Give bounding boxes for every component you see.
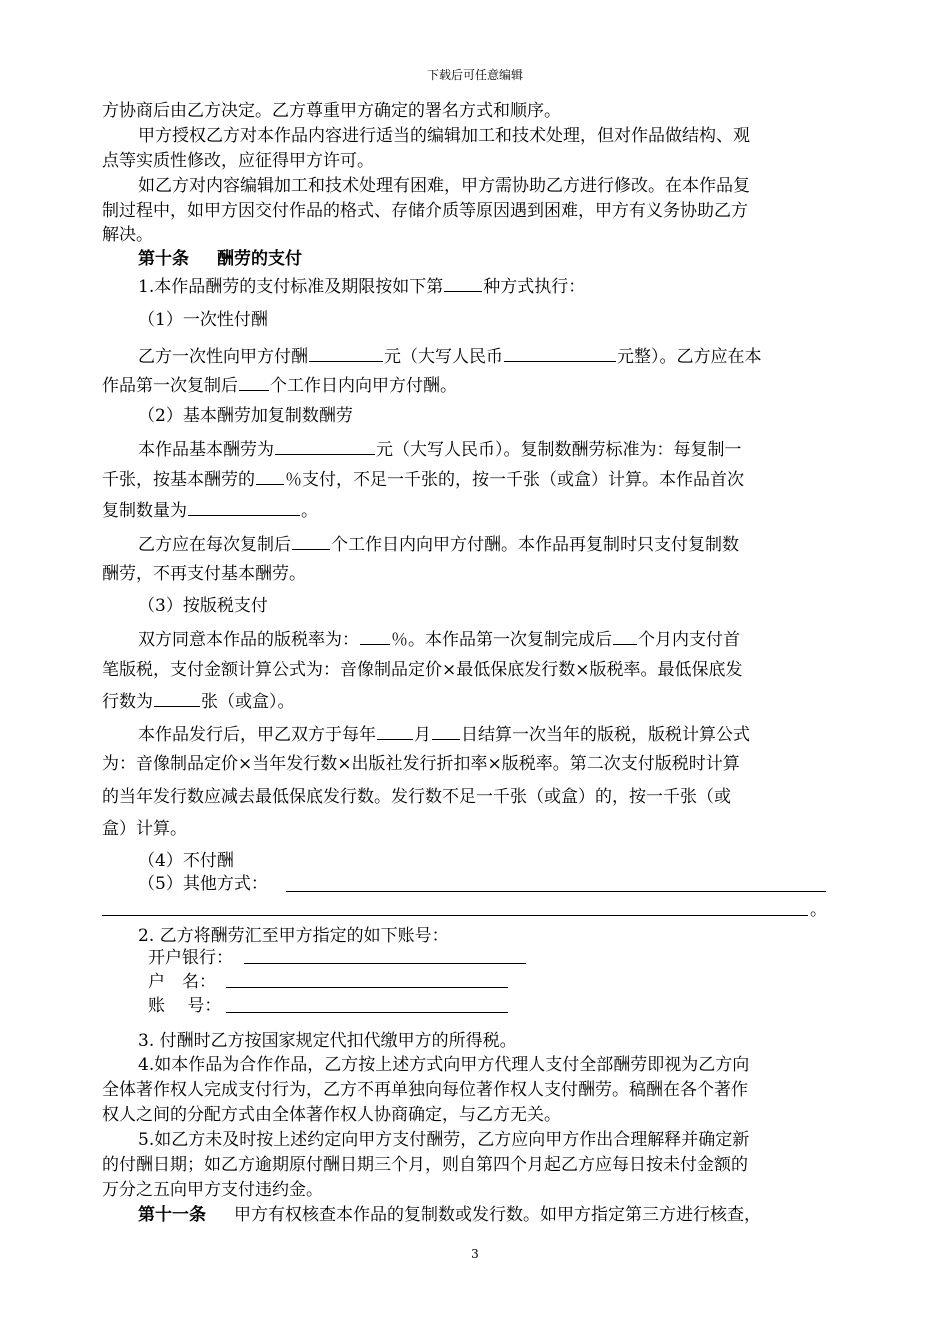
- method-4-title: （4）不付酬: [138, 851, 234, 871]
- clause-text: 1.本作品酬劳的支付标准及期限按如下第: [138, 277, 444, 297]
- paragraph-line: 解决。: [102, 225, 153, 245]
- method-2-line: [102, 498, 318, 522]
- article-title: 酬劳的支付: [217, 249, 302, 269]
- blank-field: [292, 532, 330, 550]
- blank-field: [256, 467, 284, 485]
- paragraph-line: 甲方授权乙方对本作品内容进行适当的编辑加工和技术处理，但对作品做结构、观: [138, 126, 750, 146]
- account-number-field: [226, 1012, 508, 1013]
- clause-2-title: 2. 乙方将酬劳汇至甲方指定的如下账号：: [138, 926, 449, 946]
- blank-field: [613, 627, 637, 645]
- account-number-label: 账 号：: [148, 996, 222, 1016]
- account-name-field: [226, 987, 508, 988]
- method-2-line: [138, 437, 742, 461]
- text: 乙方应在每次复制后: [138, 535, 291, 555]
- clause-4-line: 权人之间的分配方式由全体著作权人协商确定，与乙方无关。: [102, 1105, 561, 1125]
- paragraph-line: 制过程中，如甲方因交付作品的格式、存储介质等原因遇到困难，甲方有义务协助乙方: [102, 201, 748, 221]
- clause-5-line: 万分之五向甲方支付违约金。: [102, 1180, 323, 1200]
- blank-field: [444, 274, 482, 292]
- article-number: 第十一条: [138, 1205, 206, 1225]
- blank-field: [102, 915, 808, 916]
- method-3-line: 的当年发行数应减去最低保底发行数。发行数不足一千张（或盒）的，按一千张（或: [102, 787, 731, 807]
- text: 本作品基本酬劳为: [138, 440, 274, 460]
- text: 行数为: [102, 692, 153, 712]
- method-3-line: [102, 689, 295, 713]
- clause-text: 种方式执行：: [483, 277, 586, 297]
- method-3-line: 为：音像制品定价×当年发行数×出版社发行折扣率×版税率。第二次支付版税时计算: [102, 754, 740, 774]
- text: ％。本作品第一次复制完成后: [391, 630, 612, 650]
- text: 日结算一次当年的版税，版税计算公式: [461, 725, 750, 745]
- blank-field: [275, 437, 375, 455]
- bank-field: [244, 963, 526, 964]
- text: 张（或盒）。: [201, 692, 295, 712]
- method-1-line: [102, 373, 457, 397]
- blank-field: [188, 498, 300, 516]
- clause-3: 3. 付酬时乙方按国家规定代扣代缴甲方的所得税。: [138, 1031, 517, 1051]
- text: ％支付，不足一千张的，按一千张（或盒）计算。本作品首次: [285, 470, 744, 490]
- blank-field: [504, 344, 616, 362]
- article-10-heading: [138, 248, 302, 270]
- paragraph-line: 如乙方对内容编辑加工和技术处理有困难，甲方需协助乙方进行修改。在本作品复: [138, 176, 750, 196]
- blank-field: [360, 627, 390, 645]
- clause-5-line: 的付酬日期；如乙方逾期原付酬日期三个月，则自第四个月起乙方应每日按未付金额的: [102, 1155, 748, 1175]
- page-number: 3: [471, 1247, 479, 1261]
- text: 千张，按基本酬劳的: [102, 470, 255, 490]
- method-2-line: 酬劳，不再支付基本酬劳。: [102, 564, 306, 584]
- method-2-line: [102, 467, 744, 491]
- method-1-line: [138, 344, 762, 368]
- text: 双方同意本作品的版税率为：: [138, 630, 359, 650]
- clause-4-line: 全体著作权人完成支付行为，乙方不再单独向每位著作权人支付酬劳。稿酬在各个著作: [102, 1080, 748, 1100]
- paragraph-line: 点等实质性修改，应征得甲方许可。: [102, 151, 374, 171]
- blank-field: [154, 689, 200, 707]
- method-3-line: [138, 627, 740, 651]
- blank-field: [286, 891, 826, 892]
- period: 。: [810, 900, 827, 920]
- clause-1: [138, 274, 585, 298]
- method-3-title: （3）按版税支付: [138, 596, 268, 616]
- article-11-line: [138, 1204, 761, 1226]
- article-text: 甲方有权核查本作品的复制数或发行数。如甲方指定第三方进行核查，: [234, 1205, 761, 1225]
- text: 个月内支付首: [638, 630, 740, 650]
- method-3-line: [138, 722, 750, 746]
- method-3-line: 笔版税，支付金额计算公式为：音像制品定价×最低保底发行数×版税率。最低保底发: [102, 660, 743, 680]
- text: 月: [414, 725, 431, 745]
- bank-label: 开户银行：: [148, 948, 233, 968]
- method-1-title: （1）一次性付酬: [138, 310, 268, 330]
- text: 元整）。乙方应在本: [617, 347, 762, 367]
- blank-field: [377, 722, 413, 740]
- text: 复制数量为: [102, 501, 187, 521]
- paragraph-line: 方协商后由乙方决定。乙方尊重甲方确定的署名方式和顺序。: [102, 101, 561, 121]
- blank-field: [239, 373, 269, 391]
- text: 元（大写人民币: [384, 347, 503, 367]
- text: 个工作日内向甲方付酬。: [270, 376, 457, 396]
- clause-4-line: 4.如本作品为合作作品，乙方按上述方式向甲方代理人支付全部酬劳即视为乙方向: [138, 1055, 750, 1075]
- text: 元（大写人民币）。复制数酬劳标准为：每复制一: [376, 440, 742, 460]
- article-number: 第十条: [138, 249, 189, 269]
- method-3-line: 盒）计算。: [102, 819, 187, 839]
- blank-field: [432, 722, 460, 740]
- method-2-title: （2）基本酬劳加复制数酬劳: [138, 406, 353, 426]
- text: 乙方一次性向甲方付酬: [138, 347, 308, 367]
- blank-field: [309, 344, 383, 362]
- text: 。: [301, 501, 318, 521]
- page-header: 下载后可任意编辑: [426, 68, 523, 82]
- account-name-label: 户 名：: [148, 972, 216, 992]
- text: 作品第一次复制后: [102, 376, 238, 396]
- method-5-label: （5）其他方式：: [138, 874, 268, 894]
- text: 个工作日内向甲方付酬。本作品再复制时只支付复制数: [331, 535, 739, 555]
- method-2-line: [138, 532, 739, 556]
- clause-5-line: 5.如乙方未及时按上述约定向甲方支付酬劳，乙方应向甲方作出合理解释并确定新: [138, 1130, 750, 1150]
- text: 本作品发行后，甲乙双方于每年: [138, 725, 376, 745]
